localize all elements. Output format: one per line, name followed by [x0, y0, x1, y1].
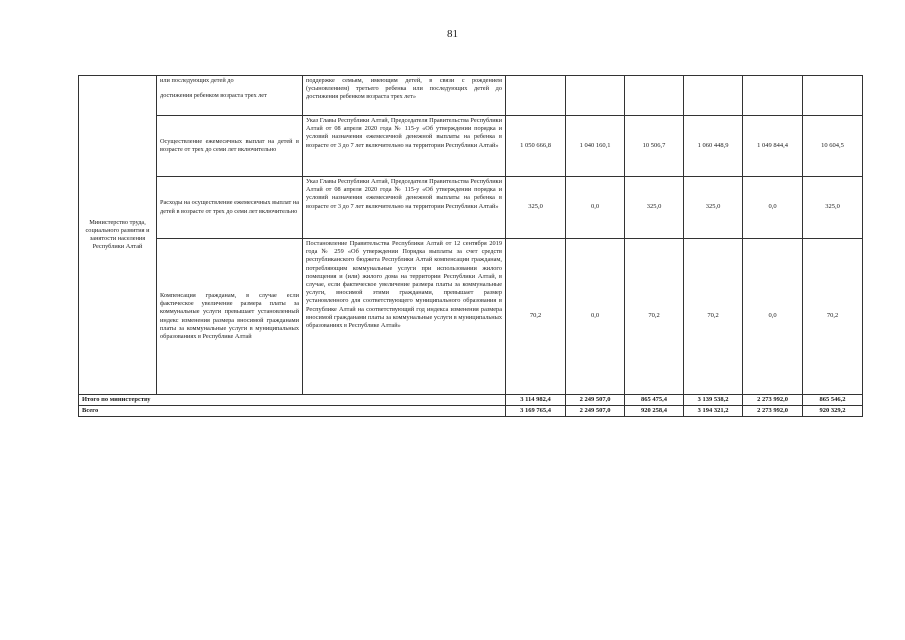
grand-total-row — [79, 406, 863, 417]
value-cell: 0,0 — [566, 177, 625, 239]
value-cell: 1 049 844,4 — [743, 116, 803, 177]
legal-basis: Указ Главы Республики Алтай, Председателя Правительства Республики Алтай от 08 апреля 2020 года № 115-у «Об утверждении порядка и условий назначения ежемесячной денежной выплаты на ребенка в возрасте от 3 до 7 лет включительно на территории Республики Алтай» — [303, 177, 506, 239]
value-cell — [684, 76, 743, 116]
table-row — [79, 76, 863, 116]
value-cell: 70,2 — [684, 239, 743, 395]
value-cell: 10 604,5 — [803, 116, 863, 177]
value-cell: 325,0 — [684, 177, 743, 239]
total-value: 865 475,4 — [625, 395, 684, 406]
measure-name-part2: достижения ребенком возраста трех лет — [160, 92, 267, 100]
total-value: 2 249 507,0 — [566, 395, 625, 406]
value-cell — [803, 76, 863, 116]
value-cell — [625, 76, 684, 116]
total-value: 2 273 992,0 — [743, 395, 803, 406]
total-value: 3 169 765,4 — [506, 406, 566, 417]
table-row — [79, 116, 863, 177]
total-value: 920 258,4 — [625, 406, 684, 417]
value-cell: 325,0 — [803, 177, 863, 239]
table-row — [79, 177, 863, 239]
table-row — [79, 239, 863, 395]
value-cell: 0,0 — [566, 239, 625, 395]
department-cell: Министерство труда, социального развития и занятости населения Республики Алтай — [79, 76, 157, 395]
value-cell: 325,0 — [625, 177, 684, 239]
total-value: 3 139 538,2 — [684, 395, 743, 406]
value-cell: 70,2 — [625, 239, 684, 395]
total-value: 2 249 507,0 — [566, 406, 625, 417]
total-value: 2 273 992,0 — [743, 406, 803, 417]
value-cell: 1 060 448,9 — [684, 116, 743, 177]
page-number: 81 — [447, 28, 458, 40]
value-cell: 1 050 666,8 — [506, 116, 566, 177]
value-cell: 10 506,7 — [625, 116, 684, 177]
total-label: Итого по министерству — [79, 395, 506, 406]
measure-name-part1: или последующих детей до — [160, 77, 234, 84]
value-cell — [743, 76, 803, 116]
total-value: 865 546,2 — [803, 395, 863, 406]
legal-basis: Указ Главы Республики Алтай, Председателя Правительства Республики Алтай от 08 апреля 2020 года № 115-у «Об утверждении порядка и условий назначения ежемесячной денежной выплаты на ребенка в возрасте от 3 до 7 лет включительно на территории Республики Алтай» — [303, 116, 506, 177]
value-cell: 0,0 — [743, 177, 803, 239]
total-value: 920 329,2 — [803, 406, 863, 417]
measure-name: Расходы на осуществление ежемесячных выплат на детей в возрасте от трех до семи лет включительно — [157, 177, 303, 239]
value-cell — [506, 76, 566, 116]
value-cell: 325,0 — [506, 177, 566, 239]
budget-table — [78, 75, 863, 417]
total-value: 3 114 982,4 — [506, 395, 566, 406]
legal-basis: Постановление Правительства Республики Алтай от 12 сентября 2019 года № 259 «Об утверждении Порядка выплаты за счет средств республиканского бюджета Республики Алтай компенсации гражданам, потребляющим коммунальные услуги при использовании жилого помещения и (или) жилого дома на территории Республики Алтай, в случае, если фактическое увеличение размера платы за коммунальные услуги, вносимой этими гражданами, превышает размер установленного для соответствующего муниципального образования в Республике Алтай на соответствующий год индекса изменения размера вносимой гражданами платы за коммунальные услуги в муниципальных образованиях в Республике Алтай» — [303, 239, 506, 395]
value-cell: 1 040 160,1 — [566, 116, 625, 177]
legal-basis: поддержке семьям, имеющим детей, в связи с рождением (усыновлением) третьего ребенка или последующих детей до достижения ребенком возраста трех лет» — [303, 76, 506, 116]
value-cell: 0,0 — [743, 239, 803, 395]
ministry-total-row — [79, 395, 863, 406]
measure-name — [157, 76, 303, 116]
total-label: Всего — [79, 406, 506, 417]
value-cell: 70,2 — [803, 239, 863, 395]
measure-name: Компенсация гражданам, в случае если фактическое увеличение размера платы за коммунальные услуги превышает установленный индекс изменения размера вносимой гражданами платы за коммунальные услуги в муниципальных образованиях в Республике Алтай — [157, 239, 303, 395]
value-cell — [566, 76, 625, 116]
measure-name: Осуществление ежемесячных выплат на детей в возрасте от трех до семи лет включительно — [157, 116, 303, 177]
total-value: 3 194 321,2 — [684, 406, 743, 417]
value-cell: 70,2 — [506, 239, 566, 395]
